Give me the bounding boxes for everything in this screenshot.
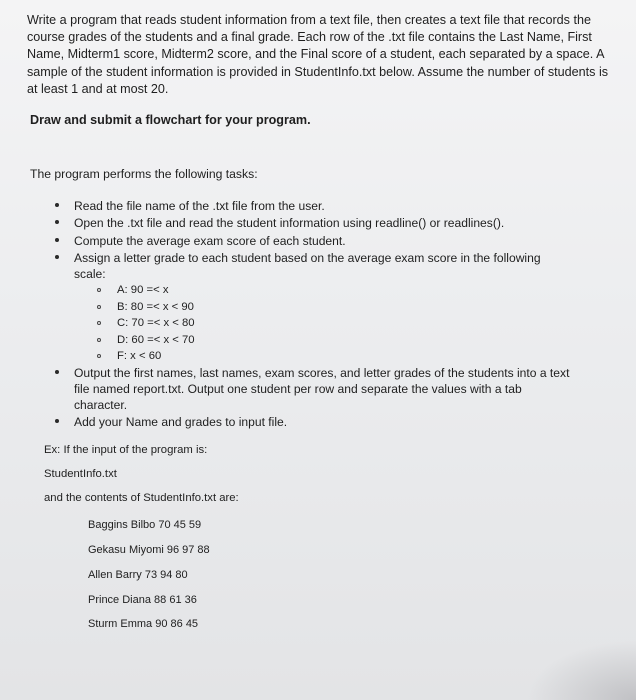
circle-bullet-icon	[97, 321, 101, 325]
student-row: Prince Diana 88 61 36	[88, 594, 197, 606]
student-row: Gekasu Miyomi 96 97 88	[88, 544, 210, 556]
circle-bullet-icon	[97, 338, 101, 342]
grade-scale-item: B: 80 =< x < 90	[97, 299, 575, 315]
shadow-overlay	[526, 640, 636, 700]
student-row: Baggins Bilbo 70 45 59	[88, 519, 202, 531]
bullet-icon	[55, 419, 59, 423]
student-row: Allen Barry 73 94 80	[88, 569, 188, 581]
grade-scale-item: D: 60 =< x < 70	[97, 332, 575, 348]
circle-bullet-icon	[97, 354, 101, 358]
task-item: Read the file name of the .txt file from the user.	[55, 198, 575, 214]
task-item: Output the first names, last names, exam scores, and letter grades of the students into a text file named report.txt. Output one student per row and separate the values with a tab character.	[55, 365, 575, 414]
example-contents-label: and the contents of StudentInfo.txt are:	[44, 492, 239, 504]
grade-scale-item: F: x < 60	[97, 348, 575, 364]
task-item: Add your Name and grades to input file.	[55, 414, 575, 430]
bullet-icon	[55, 220, 59, 224]
grade-scale-list	[97, 282, 575, 364]
flowchart-instruction: Draw and submit a flowchart for your program.	[30, 113, 311, 127]
bullet-icon	[55, 203, 59, 207]
circle-bullet-icon	[97, 305, 101, 309]
grade-scale-item: A: 90 =< x	[97, 282, 575, 298]
task-item: Compute the average exam score of each student.	[55, 233, 575, 249]
circle-bullet-icon	[97, 288, 101, 292]
example-label: Ex: If the input of the program is:	[44, 444, 208, 456]
tasks-heading: The program performs the following tasks:	[30, 167, 258, 181]
student-row: Sturm Emma 90 86 45	[88, 618, 199, 630]
example-filename: StudentInfo.txt	[44, 468, 117, 480]
intro-paragraph: Write a program that reads student information from a text file, then creates a text file that records the course grades of the students and a final grade. Each row of the .txt file contains the Last Name, First Name, Midterm1 score, Midterm2 score, and the Final score of a student, each separated by a space. A sample of the student information is provided in StudentInfo.txt below. Assume the number of students is at least 1 and at most 20.	[27, 13, 609, 96]
task-list	[55, 198, 575, 431]
bullet-icon	[55, 255, 59, 259]
grade-scale-item: C: 70 =< x < 80	[97, 315, 575, 331]
bullet-icon	[55, 370, 59, 374]
bullet-icon	[55, 238, 59, 242]
task-item: Assign a letter grade to each student based on the average exam score in the following scale:	[55, 250, 575, 283]
task-item: Open the .txt file and read the student information using readline() or readlines().	[55, 215, 575, 231]
